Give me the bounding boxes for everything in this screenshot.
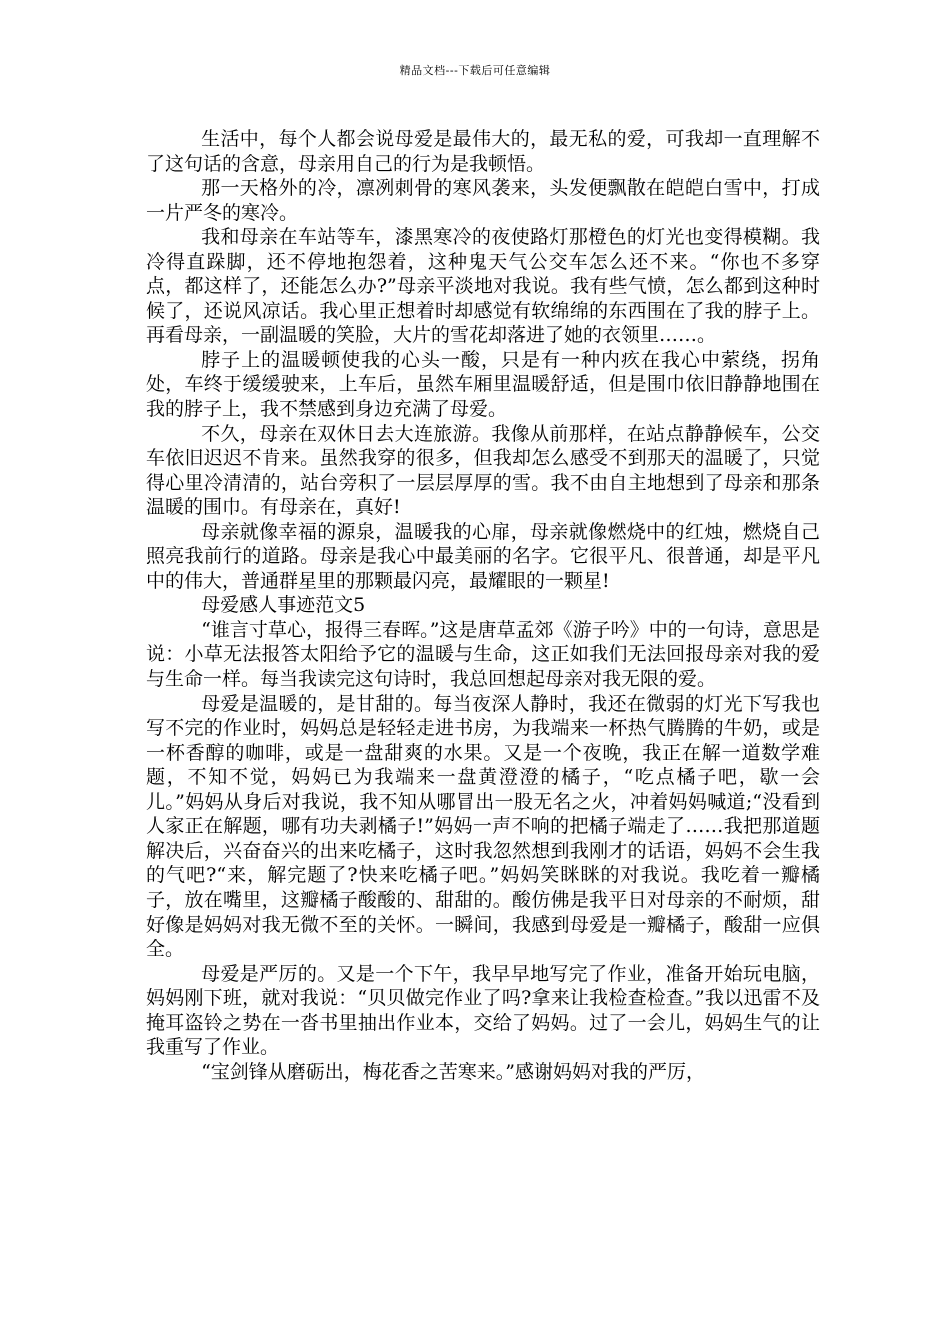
page-header: 精品文档---下载后可任意编辑 (399, 64, 551, 77)
paragraph: 脖子上的温暖顿使我的心头一酸，只是有一种内疚在我心中萦绕，拐角处，车终于缓缓驶来，上车后，虽然车厢里温暖舒适，但是围巾依旧静静地围在我的脖子上，我不禁感到身边充满了母爱。 (146, 348, 820, 421)
document-body (146, 127, 820, 1084)
paragraph: 母爱是严厉的。又是一个下午，我早早地写完了作业，准备开始玩电脑，妈妈刚下班，就对我说：“贝贝做完作业了吗?拿来让我检查检查。”我以迅雷不及掩耳盗铃之势在一沓书里抽出作业本，交给了妈妈。过了一会儿，妈妈生气的让我重写了作业。 (146, 962, 820, 1059)
paragraph: “宝剑锋从磨砺出，梅花香之苦寒来。”感谢妈妈对我的严厉， (201, 1060, 706, 1083)
paragraph: 不久，母亲在双休日去大连旅游。我像从前那样，在站点静静候车，公交车依旧迟迟不肯来。虽然我穿的很多，但我却怎么感受不到那天的温暖了，只觉得心里冷清清的，站台旁积了一层层厚厚的雪。我不由自主地想到了母亲和那条温暖的围巾。有母亲在，真好! (146, 422, 820, 519)
section-title: 母爱感人事迹范文5 (201, 594, 366, 617)
paragraph: 生活中，每个人都会说母爱是最伟大的，最无私的爱，可我却一直理解不了这句话的含意，母亲用自己的行为是我顿悟。 (146, 128, 820, 175)
paragraph: “谁言寸草心，报得三春晖。”这是唐草孟郊《游子吟》中的一句诗，意思是说：小草无法报答太阳给予它的温暖与生命，这正如我们无法回报母亲对我的爱与生命一样。每当我读完这句诗时，我总回想起母亲对我无限的爱。 (146, 618, 820, 691)
paragraph: 母亲就像幸福的源泉，温暖我的心扉，母亲就像燃烧中的红烛，燃烧自己照亮我前行的道路。母亲是我心中最美丽的名字。它很平凡、很普通，却是平凡中的伟大，普通群星里的那颗最闪亮，最耀眼的一颗星! (146, 520, 820, 592)
paragraph: 母爱是温暖的，是甘甜的。每当夜深人静时，我还在微弱的灯光下写我也写不完的作业时，妈妈总是轻轻走进书房，为我端来一杯热气腾腾的牛奶，或是一杯香醇的咖啡，或是一盘甜爽的水果。又是一个夜晚，我正在解一道数学难题，不知不觉，妈妈已为我端来一盘黄澄澄的橘子，“吃点橘子吧，歇一会儿。”妈妈从身后对我说，我不知从哪冒出一股无名之火，冲着妈妈喊道;“没看到人家正在解题，哪有功夫剥橘子!”妈妈一声不响的把橘子端走了……我把那道题解决后，兴奋奋兴的出来吃橘子，这时我忽然想到我刚才的话语，妈妈不会生我的气吧?“来，解完题了?快来吃橘子吧。”妈妈笑眯眯的对我说。我吃着一瓣橘子，放在嘴里，这瓣橘子酸酸的、甜甜的。酸仿佛是我平日对母亲的不耐烦，甜好像是妈妈对我无微不至的关怀。一瞬间，我感到母爱是一瓣橘子，酸甜一应俱全。 (146, 692, 820, 961)
paragraph: 我和母亲在车站等车，漆黑寒冷的夜使路灯那橙色的灯光也变得模糊。我冷得直跺脚，还不停地抱怨着，这种鬼天气公交车怎么还不来。“你也不多穿点，都这样了，还能怎么办?”母亲平淡地对我说。我有些气愤，怎么都到这种时候了，还说风凉话。我心里正想着时却感觉有软绵绵的东西围在了我的脖子上。再看母亲，一副温暖的笑脸，大片的雪花却落进了她的衣领里……。 (146, 226, 820, 347)
paragraph: 那一天格外的冷，凛冽刺骨的寒风袭来，头发便飘散在皑皑白雪中，打成一片严冬的寒冷。 (146, 177, 820, 224)
